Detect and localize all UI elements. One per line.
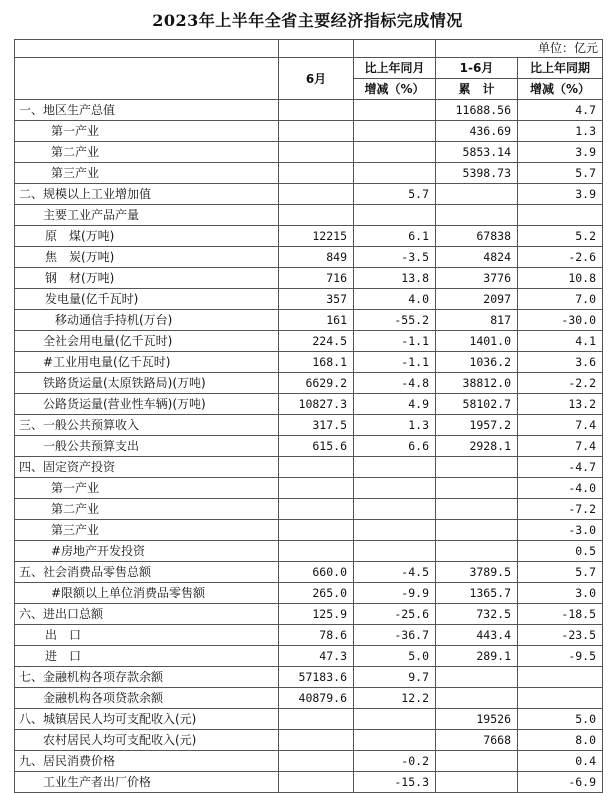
month-value [279,730,354,751]
table-row [15,247,603,268]
month-change-value [354,142,436,163]
header-month-change-line2: 增减（%） [354,79,436,100]
month-change-value: -9.9 [354,583,436,604]
cumulative-value [436,478,518,499]
row-label: 公路货运量(营业性车辆)(万吨) [15,394,279,415]
table-row [15,373,603,394]
month-value: 161 [279,310,354,331]
row-label: 钢 材(万吨) [15,268,279,289]
month-change-value [354,100,436,121]
table-row [15,268,603,289]
cumulative-change-value: -2.2 [518,373,603,394]
month-change-value [354,709,436,730]
cumulative-change-value: 10.8 [518,268,603,289]
month-change-value: 13.8 [354,268,436,289]
row-label: 第一产业 [15,478,279,499]
cumulative-change-value: 5.2 [518,226,603,247]
month-value [279,751,354,772]
cumulative-value: 817 [436,310,518,331]
cumulative-value: 443.4 [436,625,518,646]
cumulative-change-value: 7.0 [518,289,603,310]
table-row [15,394,603,415]
cumulative-value: 2097 [436,289,518,310]
cumulative-value [436,499,518,520]
row-label: 第三产业 [15,520,279,541]
row-label: 全社会用电量(亿千瓦时) [15,331,279,352]
month-change-value: -4.8 [354,373,436,394]
month-value: 716 [279,268,354,289]
cumulative-change-value: -7.2 [518,499,603,520]
month-change-value [354,499,436,520]
cumulative-value: 3776 [436,268,518,289]
table-row [15,184,603,205]
month-change-value: 5.7 [354,184,436,205]
row-label: 焦 炭(万吨) [15,247,279,268]
row-label: 九、居民消费价格 [15,751,279,772]
row-label: 七、金融机构各项存款余额 [15,667,279,688]
cumulative-value [436,688,518,709]
month-change-value [354,478,436,499]
table-row [15,667,603,688]
month-change-value [354,121,436,142]
cumulative-value [436,205,518,226]
row-label: #限额以上单位消费品零售额 [15,583,279,604]
table-row [15,751,603,772]
row-label: 六、进出口总额 [15,604,279,625]
table-row [15,457,603,478]
row-label: 一、地区生产总值 [15,100,279,121]
row-label: 出 口 [15,625,279,646]
cumulative-change-value: -30.0 [518,310,603,331]
month-change-value: 4.9 [354,394,436,415]
row-label: 第一产业 [15,121,279,142]
table-row [15,163,603,184]
cumulative-value [436,751,518,772]
cumulative-change-value: 4.7 [518,100,603,121]
row-label: 发电量(亿千瓦时) [15,289,279,310]
month-value [279,520,354,541]
row-label: 农村居民人均可支配收入(元) [15,730,279,751]
row-label: 第二产业 [15,499,279,520]
cumulative-value: 3789.5 [436,562,518,583]
table-row [15,100,603,121]
header-cum-change-line2: 增减（%） [518,79,603,100]
month-value: 357 [279,289,354,310]
table-row [15,205,603,226]
cumulative-change-value [518,688,603,709]
month-change-value: 12.2 [354,688,436,709]
unit-label: 单位：亿元 [436,40,603,58]
header-month: 6月 [279,58,354,100]
cumulative-change-value: 3.6 [518,352,603,373]
row-label: 原 煤(万吨) [15,226,279,247]
month-change-value: -1.1 [354,331,436,352]
table-row [15,331,603,352]
cumulative-value [436,667,518,688]
row-label: 主要工业产品产量 [15,205,279,226]
row-label: 八、城镇居民人均可支配收入(元) [15,709,279,730]
cumulative-value: 1401.0 [436,331,518,352]
cumulative-value [436,457,518,478]
row-label: 第三产业 [15,163,279,184]
month-change-value: -25.6 [354,604,436,625]
table-row [15,436,603,457]
cumulative-value: 58102.7 [436,394,518,415]
month-change-value: -55.2 [354,310,436,331]
month-change-value: -36.7 [354,625,436,646]
table-row [15,625,603,646]
month-value [279,499,354,520]
cumulative-value [436,772,518,793]
table-row [15,226,603,247]
cumulative-value: 1365.7 [436,583,518,604]
table-row [15,541,603,562]
row-label: 四、固定资产投资 [15,457,279,478]
cumulative-value [436,520,518,541]
cumulative-change-value: -23.5 [518,625,603,646]
month-change-value: 1.3 [354,415,436,436]
month-change-value [354,163,436,184]
table-row [15,121,603,142]
month-value [279,709,354,730]
table-row [15,352,603,373]
cumulative-value: 19526 [436,709,518,730]
table-row [15,562,603,583]
month-value: 125.9 [279,604,354,625]
cumulative-change-value: 5.0 [518,709,603,730]
header-cum-line2: 累 计 [436,79,518,100]
cumulative-value: 4824 [436,247,518,268]
cumulative-change-value: 13.2 [518,394,603,415]
month-value [279,772,354,793]
month-change-value [354,730,436,751]
table-row [15,142,603,163]
header-blank [15,58,279,100]
month-change-value: -0.2 [354,751,436,772]
month-change-value [354,457,436,478]
month-change-value [354,541,436,562]
cumulative-change-value: -4.0 [518,478,603,499]
cumulative-change-value: 0.5 [518,541,603,562]
month-change-value [354,205,436,226]
month-change-value: 5.0 [354,646,436,667]
cumulative-value: 1957.2 [436,415,518,436]
cumulative-change-value: 1.3 [518,121,603,142]
month-value: 615.6 [279,436,354,457]
table-row [15,604,603,625]
cumulative-value [436,184,518,205]
month-value: 6629.2 [279,373,354,394]
table-row [15,499,603,520]
cumulative-change-value: 0.4 [518,751,603,772]
cumulative-value: 436.69 [436,121,518,142]
cumulative-value [436,541,518,562]
table-row [15,310,603,331]
cumulative-change-value: -3.0 [518,520,603,541]
cumulative-value: 11688.56 [436,100,518,121]
table-row [15,730,603,751]
cumulative-change-value [518,667,603,688]
row-label: 进 口 [15,646,279,667]
month-change-value: -3.5 [354,247,436,268]
table-row [15,772,603,793]
row-label: 二、规模以上工业增加值 [15,184,279,205]
month-value: 660.0 [279,562,354,583]
cumulative-change-value: 8.0 [518,730,603,751]
row-label: #工业用电量(亿千瓦时) [15,352,279,373]
row-label: 第二产业 [15,142,279,163]
row-label: 移动通信手持机(万台) [15,310,279,331]
cumulative-change-value: 4.1 [518,331,603,352]
month-value [279,163,354,184]
cumulative-value: 2928.1 [436,436,518,457]
cumulative-change-value: 3.9 [518,142,603,163]
month-change-value: -1.1 [354,352,436,373]
indicator-table [14,39,603,793]
cumulative-value: 5853.14 [436,142,518,163]
cumulative-change-value [518,205,603,226]
table-row [15,709,603,730]
cumulative-change-value: 7.4 [518,436,603,457]
month-value [279,142,354,163]
month-value [279,121,354,142]
month-value: 317.5 [279,415,354,436]
month-value: 849 [279,247,354,268]
month-value: 10827.3 [279,394,354,415]
month-value [279,541,354,562]
row-label: 一般公共预算支出 [15,436,279,457]
cumulative-value: 38812.0 [436,373,518,394]
month-value [279,478,354,499]
table-row [15,289,603,310]
month-value: 168.1 [279,352,354,373]
month-value: 78.6 [279,625,354,646]
month-change-value: 4.0 [354,289,436,310]
unit-row [15,40,603,58]
header-month-change-line1: 比上年同月 [354,58,436,79]
month-change-value: -4.5 [354,562,436,583]
cumulative-value: 1036.2 [436,352,518,373]
month-value [279,457,354,478]
table-row [15,583,603,604]
cumulative-value: 7668 [436,730,518,751]
row-label: 工业生产者出厂价格 [15,772,279,793]
cumulative-value: 5398.73 [436,163,518,184]
table-row [15,478,603,499]
month-change-value: 6.1 [354,226,436,247]
row-label: 金融机构各项贷款余额 [15,688,279,709]
cumulative-change-value: 5.7 [518,163,603,184]
cumulative-change-value: 3.9 [518,184,603,205]
cumulative-change-value: 3.0 [518,583,603,604]
month-value: 57183.6 [279,667,354,688]
row-label: 铁路货运量(太原铁路局)(万吨) [15,373,279,394]
month-change-value: 9.7 [354,667,436,688]
header-row-1 [15,58,603,79]
month-value: 12215 [279,226,354,247]
table-row [15,646,603,667]
table-row [15,415,603,436]
header-cum-change-line1: 比上年同期 [518,58,603,79]
month-change-value: 6.6 [354,436,436,457]
month-value [279,184,354,205]
cumulative-change-value: -18.5 [518,604,603,625]
cumulative-value: 289.1 [436,646,518,667]
month-value [279,100,354,121]
cumulative-value: 732.5 [436,604,518,625]
header-cum-line1: 1-6月 [436,58,518,79]
row-label: 三、一般公共预算收入 [15,415,279,436]
table-row [15,688,603,709]
month-value: 47.3 [279,646,354,667]
cumulative-change-value: 7.4 [518,415,603,436]
page-title: 2023年上半年全省主要经济指标完成情况 [152,11,463,30]
row-label: #房地产开发投资 [15,541,279,562]
cumulative-change-value: -9.5 [518,646,603,667]
month-value: 224.5 [279,331,354,352]
cumulative-value: 67838 [436,226,518,247]
table-row [15,520,603,541]
cumulative-change-value: 5.7 [518,562,603,583]
cumulative-change-value: -2.6 [518,247,603,268]
month-value: 265.0 [279,583,354,604]
cumulative-change-value: -6.9 [518,772,603,793]
cumulative-change-value: -4.7 [518,457,603,478]
month-value [279,205,354,226]
row-label: 五、社会消费品零售总额 [15,562,279,583]
month-change-value: -15.3 [354,772,436,793]
month-value: 40879.6 [279,688,354,709]
month-change-value [354,520,436,541]
